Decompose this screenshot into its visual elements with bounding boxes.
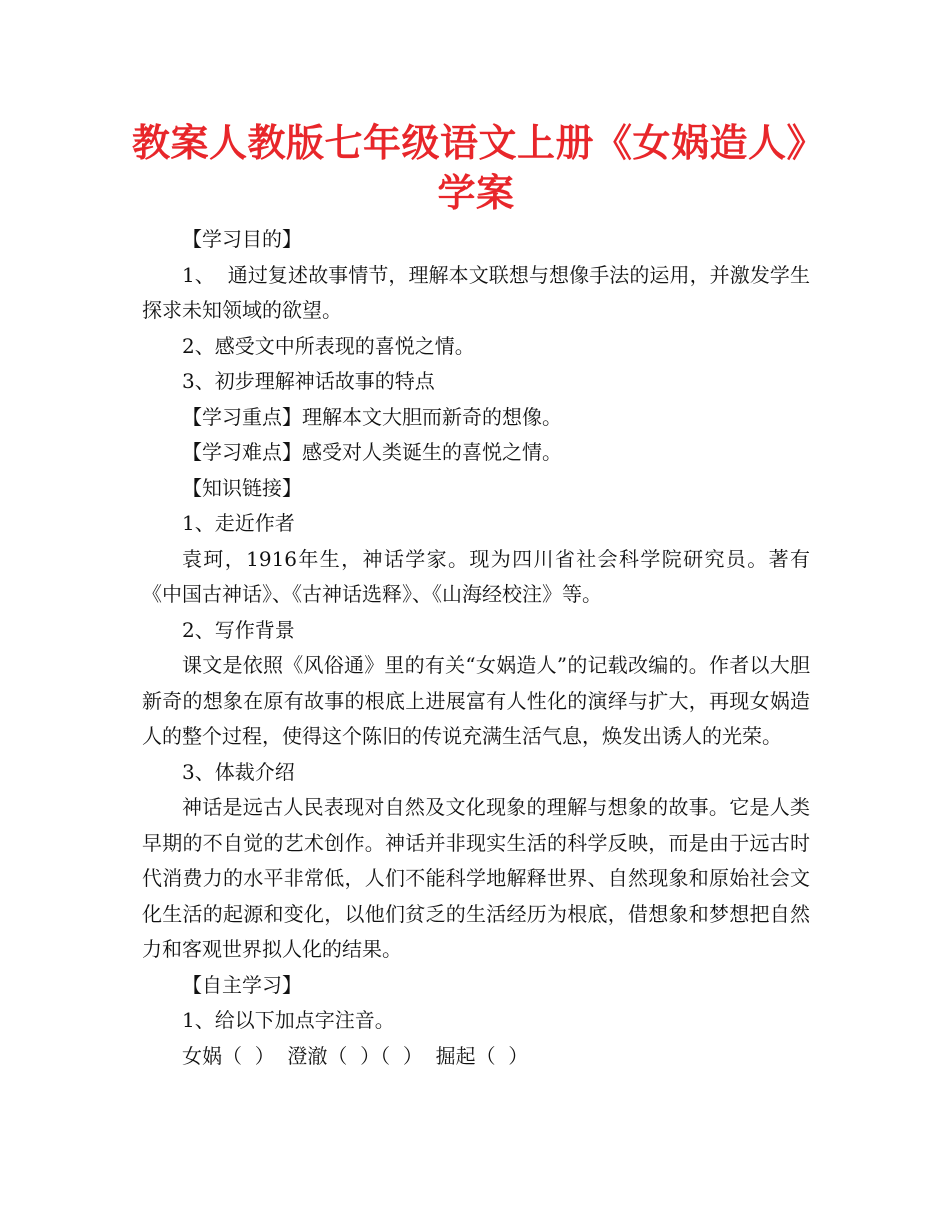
subheading-background: 2、写作背景 [182,617,295,642]
goal-item-3: 3、初步理解神话故事的特点 [182,369,435,393]
background-paragraph: 课文是依照《风俗通》里的有关“女娲造人”的记载改编的。作者以大胆新奇的想象在原有故事的根底上进展富有人性化的演绎与扩大，再现女娲造人的整个过程，使得这个陈旧的传说充满生活气息，焕发出诱人的光荣。 [142,653,810,748]
exercise-items: 女娲（ ） 澄澈（ ）（ ） 掘起（ ） [182,1043,529,1068]
document-title [132,118,826,218]
heading-self-study: 【自主学习】 [182,972,302,997]
subheading-author: 1、走近作者 [182,511,295,535]
subheading-genre: 3、体裁介绍 [182,759,295,784]
author-paragraph: 袁珂，1916年生，神话学家。现为四川省社会科学院研究员。著有《中国古神话》、《古神话选释》、《山海经校注》等。 [142,546,810,606]
title-line-1: 教案人教版七年级语文上册《女娲造人》 [132,121,826,165]
genre-paragraph: 神话是远古人民表现对自然及文化现象的理解与想象的故事。它是人类早期的不自觉的艺术创作。神话并非现实生活的科学反映，而是由于远古时代消费力的水平非常低，人们不能科学地解释世界、自然现象和原始社会文化生活的起源和变化，以他们贫乏的生活经历为根底，借想象和梦想把自然力和客观世界拟人化的结果。 [142,795,810,961]
heading-learning-goals: 【学习目的】 [182,227,302,251]
title-line-2: 学案 [437,171,515,215]
heading-knowledge-links: 【知识链接】 [182,475,302,500]
goal-item-2: 2、感受文中所表现的喜悦之情。 [182,333,475,358]
learning-difficulty: 【学习难点】感受对人类诞生的喜悦之情。 [182,440,562,464]
learning-focus: 【学习重点】理解本文大胆而新奇的想像。 [182,404,562,429]
goal-item-1: 1、 通过复述故事情节，理解本文联想与想像手法的运用，并激发学生探求未知领域的欲望。 [142,262,810,322]
exercise-instruction: 1、给以下加点字注音。 [182,1008,395,1032]
